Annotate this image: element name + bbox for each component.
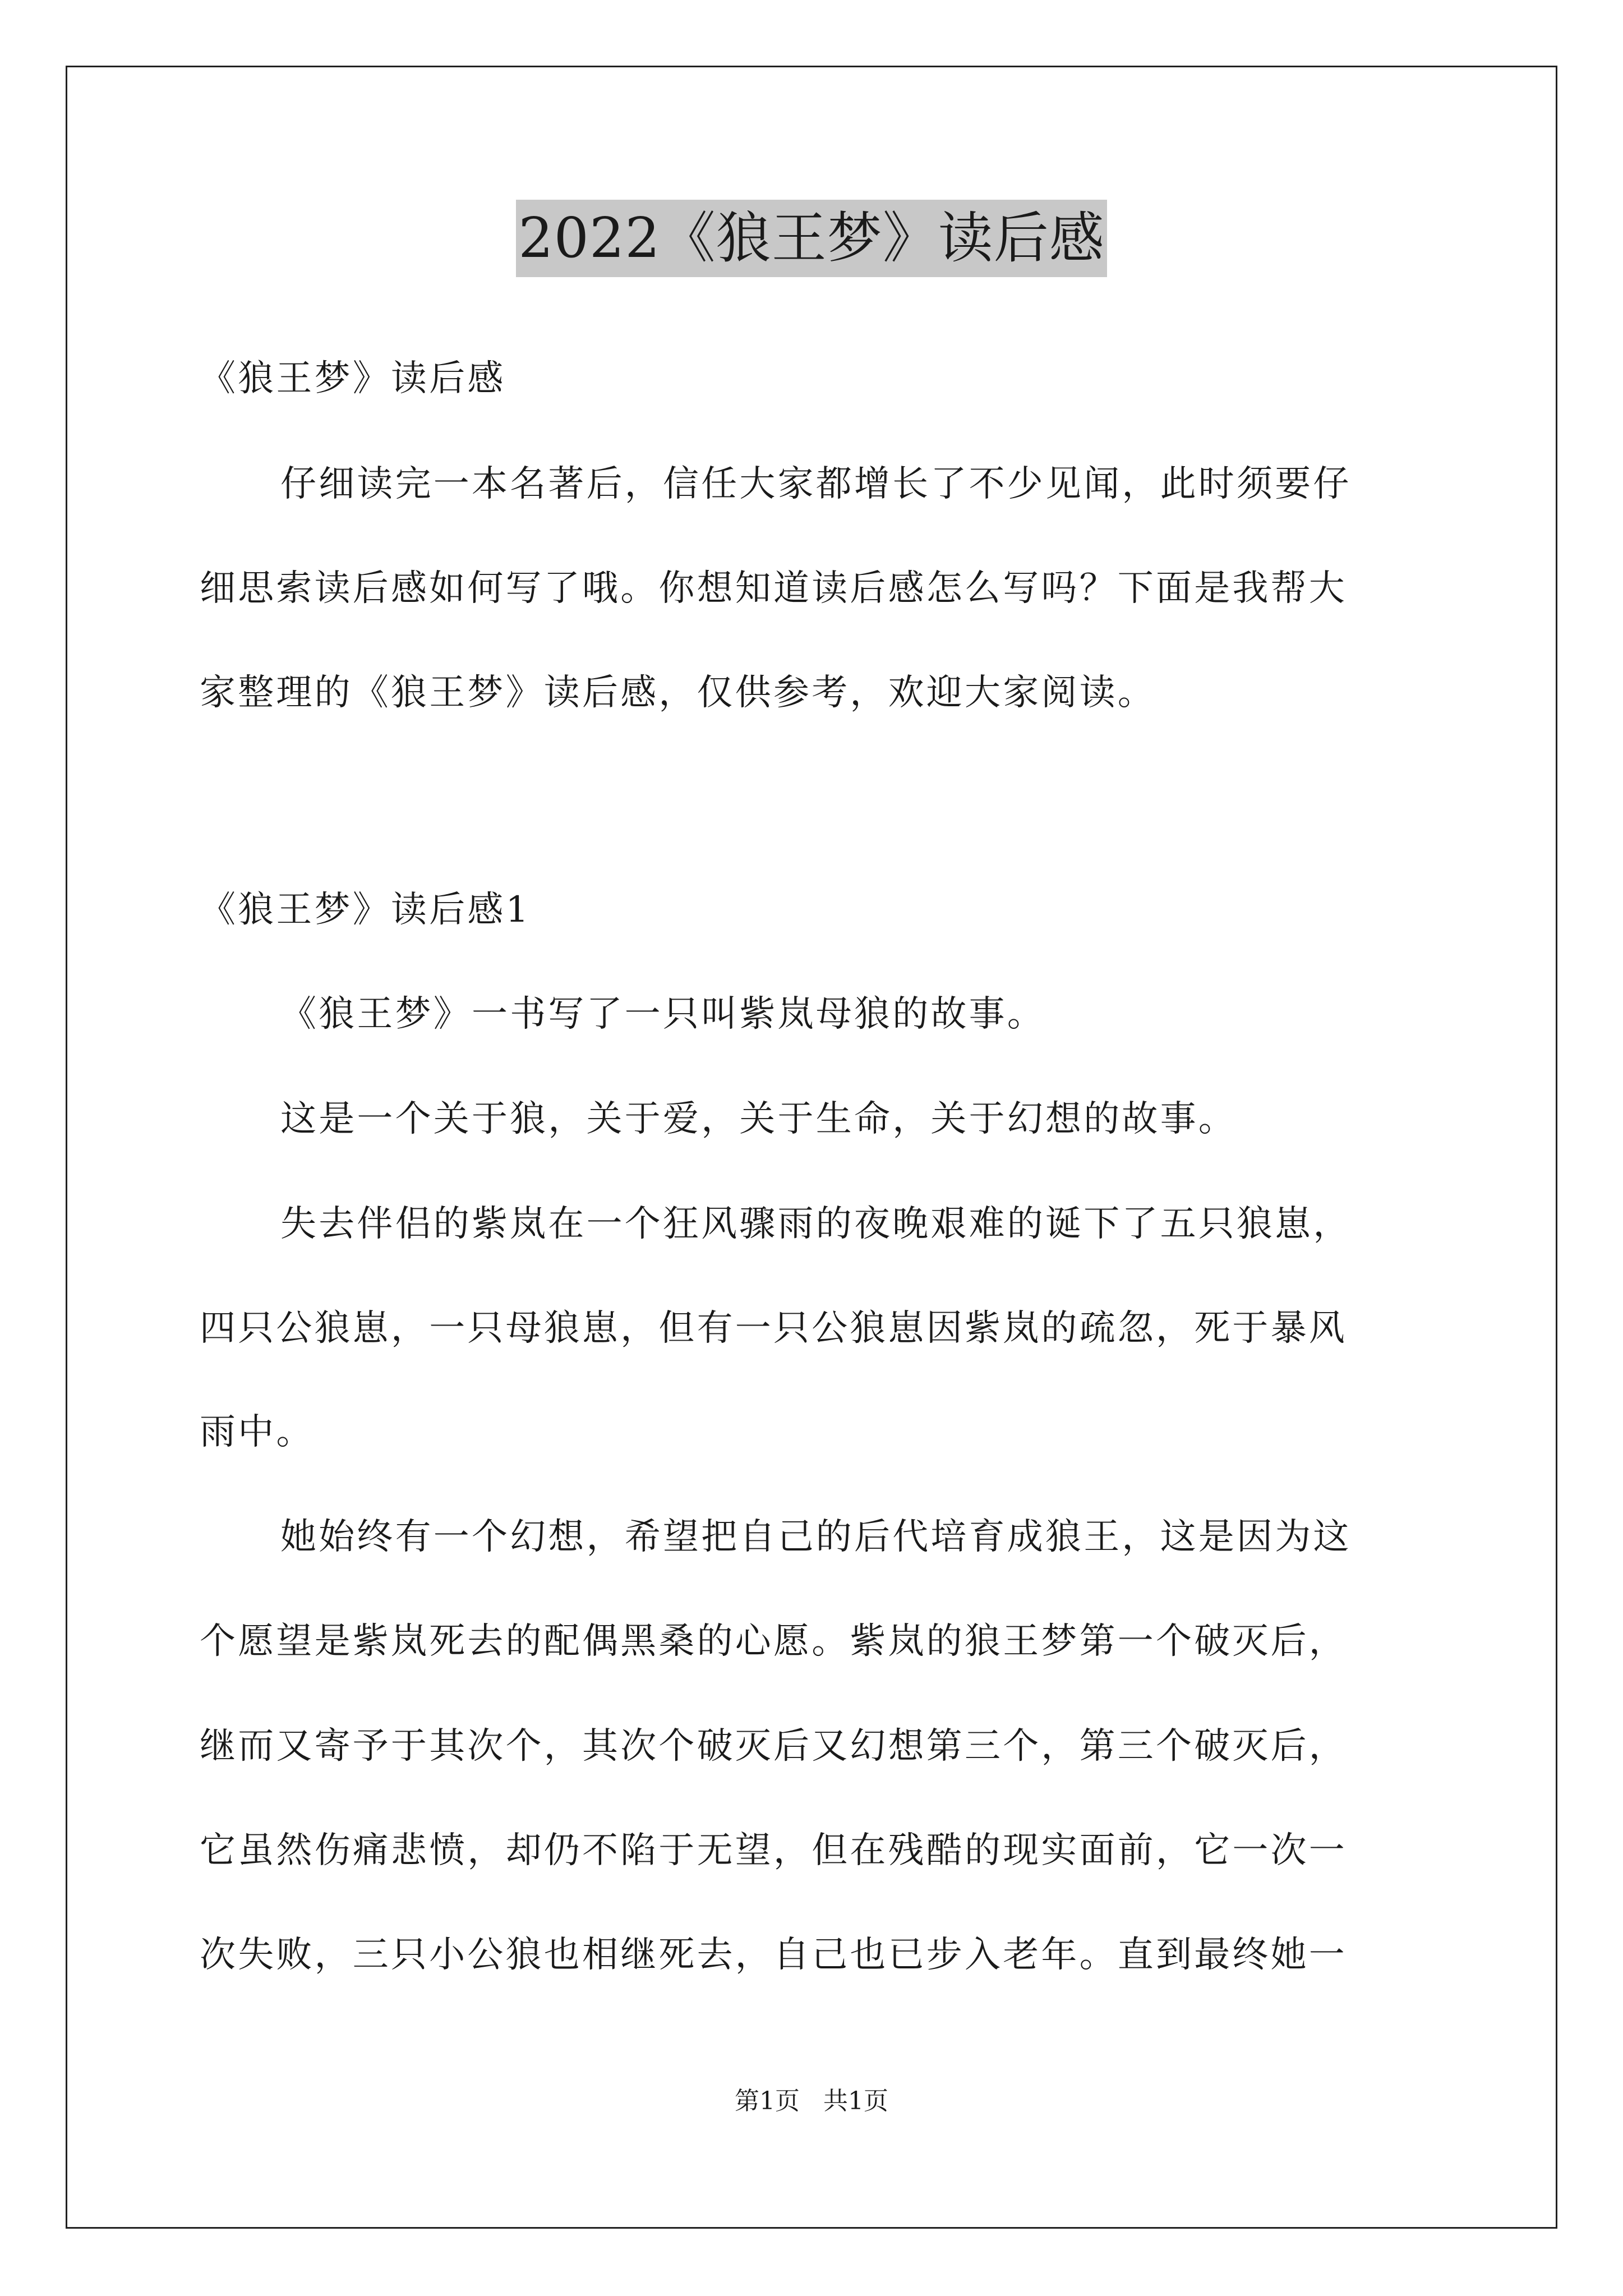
subtitle: 《狼王梦》读后感 [200, 358, 506, 399]
body-line-9: 它虽然伤痛悲愤，却仍不陷于无望，但在残酷的现实面前，它一次一 [200, 1830, 1347, 1871]
title-container [0, 200, 1623, 277]
page-footer [0, 2085, 1623, 2118]
intro-line-2: 细思索读后感如何写了哦。你想知道读后感怎么写吗？下面是我帮大 [200, 568, 1347, 609]
body-line-6: 她始终有一个幻想，希望把自己的后代培育成狼王，这是因为这 [280, 1516, 1352, 1558]
body-line-7: 个愿望是紫岚死去的配偶黑桑的心愿。紫岚的狼王梦第一个破灭后， [200, 1621, 1347, 1662]
document-title: 2022《狼王梦》读后感 [516, 200, 1106, 277]
page-number-total: 共1页 [823, 2087, 888, 2115]
body-line-1: 《狼王梦》一书写了一只叫紫岚母狼的故事。 [280, 993, 1045, 1035]
body-line-10: 次失败，三只小公狼也相继死去，自己也已步入老年。直到最终她一 [200, 1934, 1347, 1976]
page-number-current: 第1页 [735, 2087, 800, 2115]
body-line-2: 这是一个关于狼，关于爱，关于生命，关于幻想的故事。 [280, 1098, 1237, 1140]
body-line-4: 四只公狼崽，一只母狼崽，但有一只公狼崽因紫岚的疏忽，死于暴风 [200, 1308, 1347, 1349]
body-line-8: 继而又寄予于其次个，其次个破灭后又幻想第三个，第三个破灭后， [200, 1726, 1347, 1767]
body-line-5: 雨中。 [200, 1411, 315, 1453]
intro-line-1: 仔细读完一本名著后，信任大家都增长了不少见闻，此时须要仔 [280, 463, 1352, 505]
intro-line-3: 家整理的《狼王梦》读后感，仅供参考，欢迎大家阅读。 [200, 672, 1156, 714]
body-line-3: 失去伴侣的紫岚在一个狂风骤雨的夜晚艰难的诞下了五只狼崽， [280, 1203, 1352, 1245]
section-heading: 《狼王梦》读后感1 [200, 889, 531, 931]
